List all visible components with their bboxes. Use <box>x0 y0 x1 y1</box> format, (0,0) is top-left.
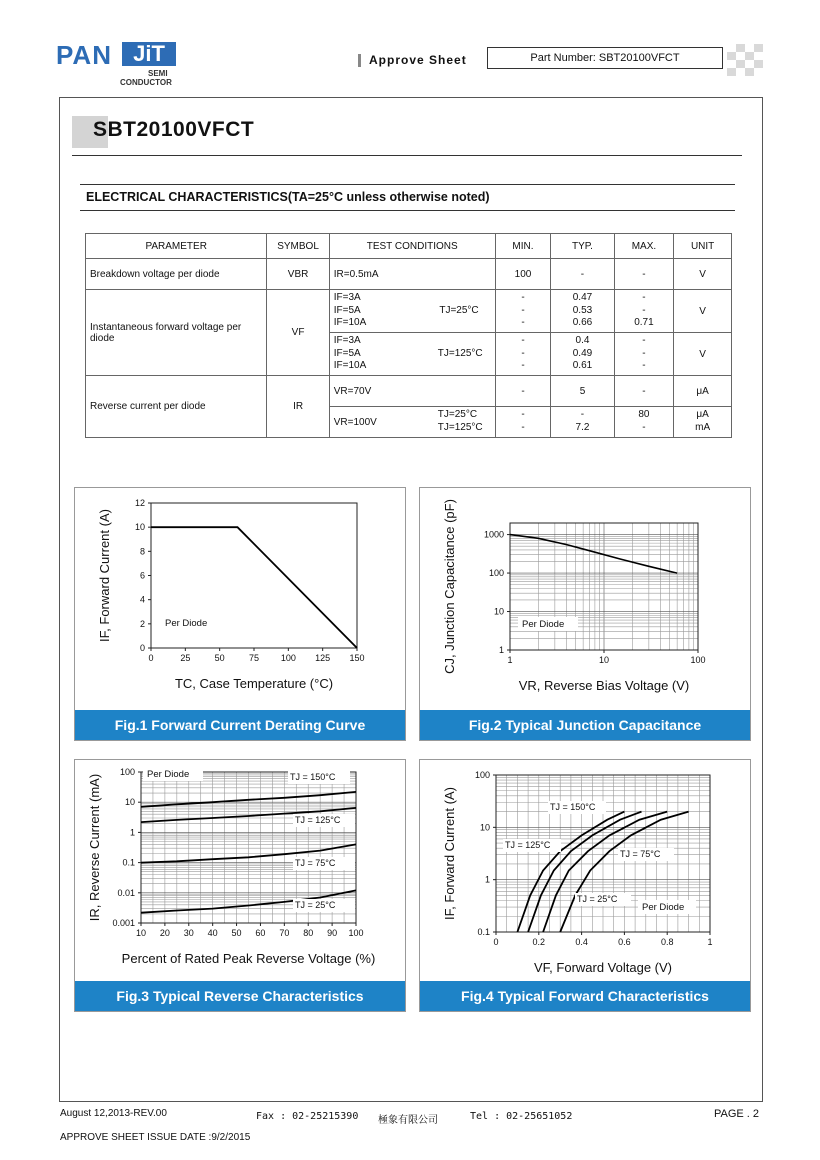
table-header: TYP. <box>551 234 614 259</box>
divider <box>80 210 735 211</box>
param-cell: Reverse current per diode <box>86 376 267 438</box>
x-axis-label: TC, Case Temperature (°C) <box>174 676 334 691</box>
condition-cell: VR=70V <box>329 376 495 407</box>
value: - <box>521 304 525 316</box>
x-tick-label: 1 <box>507 655 513 665</box>
table-header-row <box>86 234 732 259</box>
series-label: TJ = 125°C <box>505 840 551 850</box>
condition-line: IF=10A <box>333 360 367 372</box>
x-tick-label: 125 <box>315 653 331 663</box>
y-tick-label: 10 <box>134 522 145 533</box>
condition-line: VR=100V <box>333 416 377 428</box>
fig4-chart <box>420 760 750 981</box>
x-tick-label: 10 <box>135 928 147 938</box>
part-number-box: Part Number: SBT20100VFCT <box>487 47 723 69</box>
y-tick-label: 1 <box>484 874 490 885</box>
electrical-heading: ELECTRICAL CHARACTERISTICS(TA=25°C unless otherwise noted) <box>86 190 490 204</box>
y-tick-label: 12 <box>134 498 145 508</box>
y-tick-label: 8 <box>139 546 145 557</box>
value: μA <box>696 409 709 421</box>
x-tick-label: 50 <box>231 928 242 938</box>
footer-issue-date: APPROVE SHEET ISSUE DATE :9/2/2015 <box>60 1132 251 1143</box>
value: 0.53 <box>572 304 593 316</box>
unit-cell: V <box>674 333 732 376</box>
x-tick-label: 40 <box>207 928 218 938</box>
y-tick-label: 100 <box>119 767 135 777</box>
divider <box>80 184 735 185</box>
fig2-panel <box>419 487 751 741</box>
y-axis-label: CJ, Junction Capacitance (pF) <box>442 499 457 674</box>
footer-company: 極象有限公司 <box>378 1115 438 1126</box>
condition-cell <box>329 290 495 333</box>
min-cell <box>495 407 551 438</box>
x-tick-label: 30 <box>183 928 194 938</box>
x-tick-label: 25 <box>180 653 191 663</box>
x-tick-label: 75 <box>248 653 260 663</box>
table-header: MIN. <box>495 234 551 259</box>
y-tick-label: 10 <box>493 606 504 617</box>
table-row <box>86 376 732 407</box>
y-tick-label: 1000 <box>483 529 504 540</box>
logo-jit-text: JiT <box>122 42 176 66</box>
y-tick-label: 0.001 <box>112 918 135 928</box>
series-label: TJ = 25°C <box>577 894 618 904</box>
param-cell: Breakdown voltage per diode <box>86 259 267 290</box>
symbol-cell: IR <box>267 376 329 438</box>
condition-line: IF=5A <box>333 304 361 316</box>
table-header: TEST CONDITIONS <box>329 234 495 259</box>
table-header: PARAMETER <box>86 234 267 259</box>
y-tick-label: 1 <box>498 645 504 655</box>
unit-cell <box>674 407 732 438</box>
unit-cell: μA <box>674 376 732 407</box>
x-tick-label: 50 <box>214 653 225 663</box>
page-title: SBT20100VFCT <box>93 118 255 141</box>
logo-semi-text: SEMI <box>148 69 168 78</box>
condition-cell <box>329 407 495 438</box>
value: - <box>642 422 646 433</box>
value: - <box>642 360 646 372</box>
annotation-label: Per Diode <box>147 769 190 780</box>
typ-cell <box>551 407 614 438</box>
condition-line: IF=3A <box>333 334 361 346</box>
fig2-caption: Fig.2 Typical Junction Capacitance <box>420 710 750 740</box>
x-tick-label: 10 <box>598 655 610 665</box>
min-cell: 100 <box>495 259 551 290</box>
min-cell <box>495 290 551 333</box>
value: 0.61 <box>572 360 593 372</box>
y-tick-label: 0 <box>139 643 145 653</box>
x-tick-label: 1 <box>707 937 713 947</box>
min-cell: - <box>495 376 551 407</box>
max-cell <box>614 407 674 438</box>
series-label: TJ = 125°C <box>295 815 341 825</box>
fig2-chart <box>420 488 750 710</box>
y-tick-label: 6 <box>139 570 145 581</box>
panjit-logo <box>56 36 186 86</box>
y-axis-label: IR, Reverse Current (mA) <box>87 773 102 922</box>
checker-pattern-icon <box>727 44 763 76</box>
value: - <box>642 291 646 303</box>
condition-line: IF=3A <box>333 291 361 303</box>
max-cell <box>614 290 674 333</box>
value: - <box>580 409 585 421</box>
symbol-cell: VF <box>267 290 329 376</box>
electrical-characteristics-table <box>85 233 732 438</box>
y-tick-label: 0.1 <box>477 927 490 937</box>
footer-tel: Tel : 02-25651052 <box>470 1111 573 1122</box>
table-header: MAX. <box>614 234 674 259</box>
value: 80 <box>638 409 650 421</box>
value: 0.49 <box>572 347 593 359</box>
max-cell <box>614 333 674 376</box>
y-tick-label: 10 <box>124 797 135 808</box>
value: - <box>521 291 525 303</box>
footer-fax: Fax : 02-25215390 <box>256 1111 359 1122</box>
condition-line: IF=5A <box>333 347 361 359</box>
logo-pan-text: PAN <box>56 40 112 70</box>
series-label: TJ = 75°C <box>620 849 661 859</box>
typ-cell: - <box>551 259 614 290</box>
x-axis-label: VF, Forward Voltage (V) <box>534 960 672 975</box>
value: mA <box>695 422 711 433</box>
x-tick-label: 0 <box>148 653 154 663</box>
annotation-label: Per Diode <box>522 619 565 630</box>
annotation-label: Per Diode <box>642 902 685 913</box>
x-tick-label: 0.8 <box>660 937 674 947</box>
y-tick-label: 0.1 <box>122 857 135 868</box>
value: 0.66 <box>572 317 593 329</box>
x-tick-label: 80 <box>303 928 314 938</box>
value: - <box>521 347 525 359</box>
y-tick-label: 10 <box>479 822 490 833</box>
x-tick-label: 100 <box>348 928 364 938</box>
y-tick-label: 2 <box>139 618 145 629</box>
x-tick-label: 100 <box>280 653 296 663</box>
value: 0.47 <box>572 291 593 303</box>
series-label: TJ = 25°C <box>295 900 336 910</box>
tj-label: TJ=25°C <box>437 409 478 421</box>
x-tick-label: 0.4 <box>575 937 588 947</box>
series-label: TJ = 75°C <box>295 858 336 868</box>
x-axis-label: Percent of Rated Peak Reverse Voltage (%) <box>121 951 376 966</box>
value: 0.4 <box>575 334 590 346</box>
min-cell <box>495 333 551 376</box>
typ-cell <box>551 333 614 376</box>
footer-page: PAGE . 2 <box>714 1108 760 1120</box>
table-row <box>86 259 732 290</box>
fig3-panel <box>74 759 406 1012</box>
condition-cell: IR=0.5mA <box>329 259 495 290</box>
tj-label: TJ=125°C <box>437 422 483 433</box>
series-label: TJ = 150°C <box>550 802 596 812</box>
y-tick-label: 100 <box>474 770 490 780</box>
value: 0.71 <box>634 317 654 329</box>
table-header: SYMBOL <box>267 234 329 259</box>
value: 7.2 <box>575 422 590 433</box>
y-tick-label: 4 <box>139 594 145 605</box>
fig1-panel <box>74 487 406 741</box>
max-cell: - <box>614 259 674 290</box>
value: - <box>521 317 525 329</box>
y-axis-label: IF, Forward Current (A) <box>442 787 457 920</box>
condition-cell <box>329 333 495 376</box>
value: - <box>642 304 646 316</box>
value: - <box>521 360 525 372</box>
footer-date-rev: August 12,2013-REV.00 <box>60 1108 167 1119</box>
table-row <box>86 290 732 333</box>
tj-label: TJ=125°C <box>437 348 483 360</box>
x-tick-label: 20 <box>159 928 170 938</box>
approve-sheet-label: Approve Sheet <box>358 54 467 67</box>
condition-line: IF=10A <box>333 317 367 329</box>
y-axis-label: IF, Forward Current (A) <box>97 509 112 642</box>
x-tick-label: 0.2 <box>532 937 546 947</box>
x-tick-label: 150 <box>349 653 365 663</box>
fig1-caption: Fig.1 Forward Current Derating Curve <box>75 710 405 740</box>
fig4-panel <box>419 759 751 1012</box>
divider <box>72 155 742 156</box>
x-tick-label: 0.6 <box>618 937 631 947</box>
unit-cell: V <box>674 259 732 290</box>
x-tick-label: 60 <box>255 928 266 938</box>
x-tick-label: 70 <box>279 928 290 938</box>
symbol-cell: VBR <box>267 259 329 290</box>
value: - <box>521 422 525 433</box>
y-tick-label: 1 <box>129 827 135 838</box>
y-tick-label: 100 <box>488 568 504 579</box>
param-cell: Instantaneous forward voltage per diode <box>86 290 267 376</box>
typ-cell: 5 <box>551 376 614 407</box>
value: - <box>521 409 525 421</box>
logo-conductor-text: CONDUCTOR <box>120 78 172 87</box>
x-tick-label: 100 <box>690 655 706 665</box>
fig1-chart <box>75 488 405 710</box>
typ-cell <box>551 290 614 333</box>
x-tick-label: 0 <box>493 937 499 947</box>
unit-cell: V <box>674 290 732 333</box>
tj-label: TJ=25°C <box>439 305 479 317</box>
max-cell: - <box>614 376 674 407</box>
fig3-caption: Fig.3 Typical Reverse Characteristics <box>75 981 405 1011</box>
annotation-label: Per Diode <box>165 618 208 629</box>
x-axis-label: VR, Reverse Bias Voltage (V) <box>518 678 690 693</box>
x-tick-label: 90 <box>327 928 338 938</box>
value: - <box>521 334 525 346</box>
series-label: TJ = 150°C <box>290 772 336 782</box>
fig4-caption: Fig.4 Typical Forward Characteristics <box>420 981 750 1011</box>
value: - <box>642 347 646 359</box>
y-tick-label: 0.01 <box>117 887 135 898</box>
value: - <box>642 334 646 346</box>
fig3-chart <box>75 760 405 981</box>
table-header: UNIT <box>674 234 732 259</box>
